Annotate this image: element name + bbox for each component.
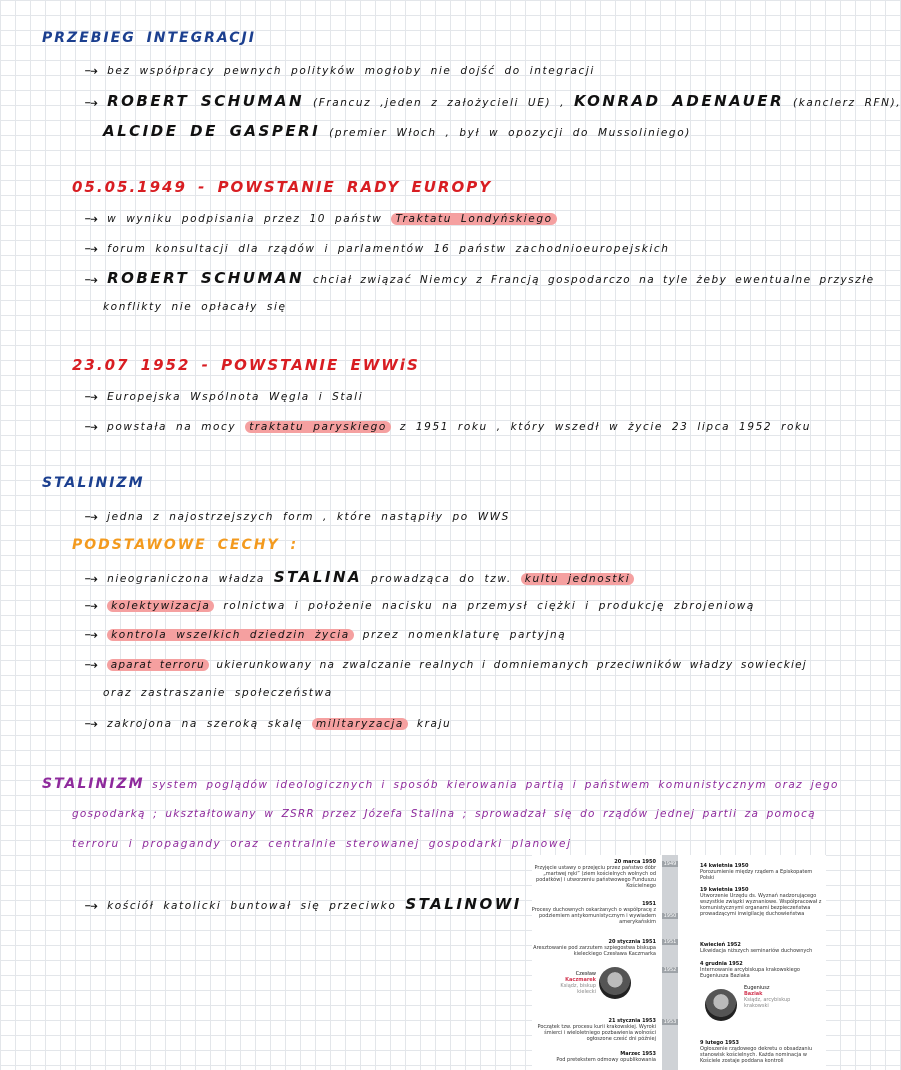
arrow-icon: ⤍ — [85, 657, 99, 671]
highlight-traktat-londynski: Traktatu Londyńskiego — [391, 213, 556, 225]
name-gasperi: ALCIDE DE GASPERI — [103, 122, 321, 140]
bullet-text: z 1951 roku , który wszedł w życie 23 lipca 1952 roku — [399, 421, 811, 433]
bullet-cecha-2 — [85, 598, 755, 613]
timeline-year: 1953 — [663, 1019, 677, 1025]
bullet-text: ukierunkowany na zwalczanie realnych i domniemanych przeciwników władzy sowieckiej — [216, 659, 807, 671]
bullet-integracja-1 — [85, 63, 595, 78]
arrow-icon: ⤍ — [85, 571, 100, 585]
arrow-icon: ⤍ — [85, 95, 100, 109]
timeline-event-right: 14 kwietnia 1950 Porozumienie między rządem a Episkopatem Polski — [700, 863, 813, 881]
timeline-event-right: 9 lutego 1953 Ogłoszenie rządowego dekretu o obsadzaniu stanowisk kościelnych. Każda nominacja w Kościele zostaje poddana kontroli — [700, 1040, 813, 1064]
portrait-baziak — [705, 989, 737, 1021]
bullet-text: bez współpracy pewnych polityków mogłoby nie dojść do integracji — [107, 65, 595, 77]
timeline-event-right: 19 kwietnia 1950 Utworzenie Urzędu ds. Wyznań nadzorującego wszystkie związki wyznaniowe. Współpracował z komunistycznymi organami bezpieczeństwa prowadzącymi inwigilację duchowieństwa — [700, 887, 822, 917]
timeline-year: 1950 — [663, 913, 677, 919]
note-schuman: (Francuz ,jeden z założycieli UE) , — [313, 97, 566, 109]
name-stalinowi: STALINOWI — [405, 895, 522, 913]
timeline-event-left: Marzec 1953 Pod pretekstem odmowy opublikowania — [556, 1051, 656, 1063]
bullet-text: zakrojona na szeroką skalę — [107, 718, 304, 730]
name-schuman: ROBERT SCHUMAN — [107, 92, 305, 110]
bullet-text: kościół katolicki buntował się przeciwko — [107, 900, 397, 912]
bullet-ewwis-2 — [85, 419, 811, 434]
arrow-icon: ⤍ — [85, 63, 100, 77]
arrow-icon: ⤍ — [85, 211, 100, 225]
caption-baziak: Eugeniusz Baziak Ksiądz, arcybiskup krakowski — [744, 985, 791, 1009]
caption-kaczmarek: Czesław Kaczmarek Ksiądz, biskup kielecki — [560, 971, 596, 995]
integracja-line-3 — [103, 122, 691, 140]
bullet-text: przez nomenklaturę partyjną — [362, 629, 567, 641]
timeline-event-left: 20 marca 1950 Przyjęcie ustawy o przejęciu przez państwo dóbr „martwej ręki” (ziem kościelnych wolnych od podatków) i utworzeniu państwowego Funduszu Kościelnego — [534, 859, 656, 889]
arrow-icon: ⤍ — [85, 598, 100, 612]
bullet-text: rolnictwa i położenie nacisku na przemysł ciężki i produkcję zbrojeniową — [223, 600, 755, 612]
cecha-4-continuation: oraz zastraszanie społeczeństwa — [103, 687, 333, 699]
timeline-year: 1951 — [663, 939, 677, 945]
bullet-text: Europejska Wspólnota Węgla i Stali — [107, 391, 364, 403]
heading-rada-europy: 05.05.1949 - POWSTANIE RADY EUROPY — [72, 178, 493, 196]
highlight-traktat-paryski: traktatu paryskiego — [245, 421, 391, 433]
bullet-cecha-1 — [85, 568, 634, 586]
timeline-figure — [532, 855, 826, 1070]
bullet-ewwis-1 — [85, 389, 363, 404]
bullet-text: w wyniku podpisania przez 10 państw — [107, 213, 383, 225]
bullet-rada-3 — [85, 269, 875, 287]
bullet-text: forum konsultacji dla rządów i parlamentów 16 państw zachodnioeuropejskich — [107, 243, 670, 255]
heading-stalinizm: STALINIZM — [42, 475, 145, 491]
name-stalina: STALINA — [273, 568, 363, 586]
heading-cechy: PODSTAWOWE CECHY : — [72, 537, 299, 553]
bullet-text: kraju — [416, 718, 452, 730]
timeline-event-right: 4 grudnia 1952 Internowanie arcybiskupa krakowskiego Eugeniusza Baziaka — [700, 961, 800, 979]
definition-line-1 — [42, 776, 839, 792]
name-schuman-2: ROBERT SCHUMAN — [107, 269, 305, 287]
rada-continuation: konflikty nie opłacały się — [103, 301, 287, 313]
timeline-event-left: 20 stycznia 1951 Aresztowanie pod zarzutem szpiegostwa biskupa kieleckiego Czesława Kaczmarka — [533, 939, 656, 957]
bullet-rada-2 — [85, 241, 670, 256]
timeline-axis — [662, 855, 678, 1070]
bullet-text: chciał związać Niemcy z Francją gospodarczo na tyle żeby ewentualne przyszłe — [313, 274, 875, 286]
bullet-rada-1 — [85, 211, 557, 226]
bullet-text: powstała na mocy — [107, 421, 237, 433]
bullet-kosciol — [85, 895, 522, 913]
bullet-integracja-2 — [85, 92, 901, 110]
arrow-icon: ⤍ — [85, 272, 100, 286]
definition-line-3: terroru i propagandy oraz centralnie sterowanej gospodarki planowej — [72, 838, 572, 850]
highlight-kolektywizacja: kolektywizacja — [107, 600, 214, 612]
arrow-icon: ⤍ — [85, 509, 100, 523]
arrow-icon: ⤍ — [85, 419, 100, 433]
arrow-icon: ⤍ — [85, 389, 100, 403]
definition-text: system poglądów ideologicznych i sposób kierowania partią i państwem komunistycznym oraz jego — [152, 779, 839, 791]
highlight-aparat-terroru: aparat terroru — [107, 659, 209, 671]
definition-term: STALINIZM — [42, 776, 145, 792]
bullet-cecha-5 — [85, 716, 451, 731]
timeline-year: 1952 — [663, 967, 677, 973]
definition-line-2: gospodarką ; ukształtowany w ZSRR przez Józefa Stalina ; sprowadzał się do rządów jednej partii za pomocą — [72, 808, 816, 820]
portrait-kaczmarek — [599, 967, 631, 999]
name-adenauer: KONRAD ADENAUER — [573, 92, 785, 110]
bullet-cecha-4 — [85, 657, 807, 672]
timeline-event-right: Kwiecień 1952 Likwidacja niższych seminariów duchownych — [700, 942, 813, 954]
arrow-icon: ⤍ — [85, 241, 100, 255]
bullet-text: jedna z najostrzejszych form , które nastąpiły po WWS — [107, 511, 510, 523]
timeline-event-left: 21 stycznia 1953 Początek tzw. procesu kurii krakowskiej. Wyroki śmierci i wieloletniego pozbawienia wolności ogłoszone cześć dni później — [537, 1018, 656, 1042]
highlight-kontrola: kontrola wszelkich dziedzin życia — [107, 629, 354, 641]
note-gasperi: (premier Włoch , był w opozycji do Mussoliniego) — [329, 127, 691, 139]
highlight-militaryzacja: militaryzacja — [312, 718, 408, 730]
timeline-event-left: 1951 Procesy duchownych oskarżanych o współpracę z podziemiem antykomunistycznym i wywiadem amerykańskim — [531, 901, 656, 925]
timeline-year: 1949 — [663, 861, 677, 867]
bullet-cecha-3 — [85, 627, 566, 642]
note-adenauer: (kanclerz RFN), — [793, 97, 901, 109]
bullet-stalinizm-1 — [85, 509, 510, 524]
bullet-text: nieograniczona władza — [107, 573, 265, 585]
heading-integracja: PRZEBIEG INTEGRACJI — [42, 30, 256, 46]
heading-ewwis: 23.07 1952 - POWSTANIE EWWiS — [72, 356, 420, 374]
arrow-icon: ⤍ — [85, 627, 100, 641]
highlight-kult-jednostki: kultu jednostki — [521, 573, 634, 585]
bullet-text: prowadząca do tzw. — [371, 573, 512, 585]
arrow-icon: ⤍ — [85, 716, 100, 730]
arrow-icon: ⤍ — [85, 898, 100, 912]
